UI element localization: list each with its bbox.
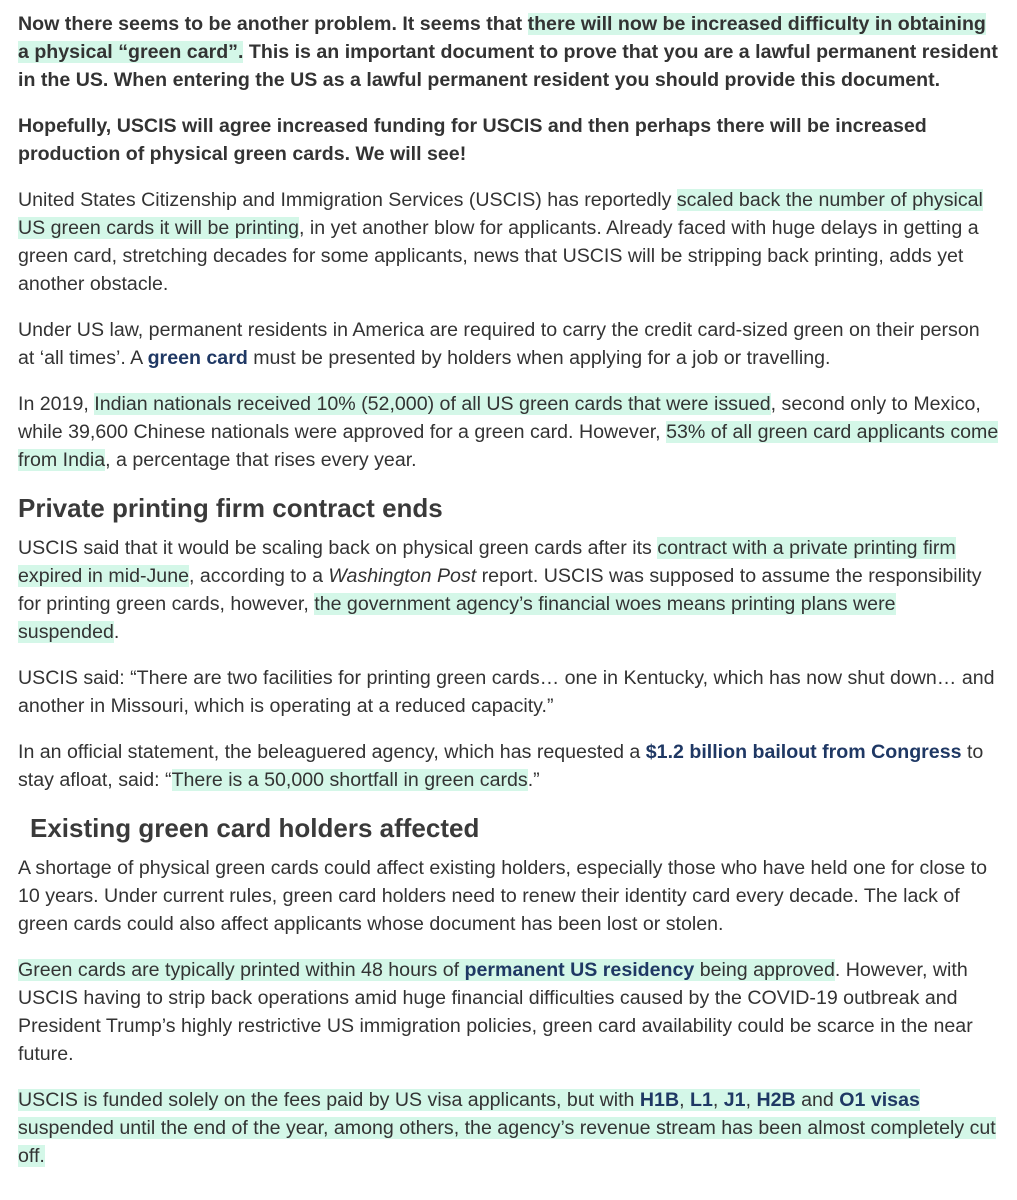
text-segment: to stay afloat, said: “ xyxy=(18,741,984,791)
text-segment: A shortage of physical green cards could affect existing holders, especially those who have held one for close to 10 years. Under current rules, green card holders need to renew their identity card every decade. The lack of green cards could also affect applicants whose document has been lost or stolen. xyxy=(18,857,988,935)
text-segment: Now there seems to be another problem. It seems that xyxy=(18,13,528,35)
hope-paragraph xyxy=(18,112,999,168)
text-segment: being approved xyxy=(694,959,835,981)
uscis-paragraph xyxy=(18,186,999,298)
contract-paragraph xyxy=(18,534,999,646)
text-segment: In an official statement, the beleaguered agency, which has requested a xyxy=(18,741,646,763)
highlighted-text: scaled back the number of physical US green cards it will be printing xyxy=(18,189,983,239)
o1-visas-link[interactable]: O1 visas xyxy=(839,1089,920,1111)
text-segment: , in yet another blow for applicants. Already faced with huge delays in getting a green card, stretching decades for some applicants, news that USCIS will be stripping back printing, adds yet another obstacle. xyxy=(18,217,979,295)
publication-name: Washington Post xyxy=(328,565,477,587)
text-segment: , second only to Mexico, while 39,600 Chinese nationals were approved for a green card. However, xyxy=(18,393,981,443)
statistics-paragraph xyxy=(18,390,999,474)
h2b-link[interactable]: H2B xyxy=(756,1089,796,1111)
funding-paragraph xyxy=(18,1086,999,1170)
text-segment: United States Citizenship and Immigration Services (USCIS) has reportedly xyxy=(18,189,677,211)
text-segment: must be presented by holders when applying for a job or travelling. xyxy=(247,347,831,369)
text-segment: Hopefully, USCIS will agree increased funding for USCIS and then perhaps there will be increased production of physical green cards. We will see! xyxy=(18,115,927,165)
highlighted-text: contract with a private printing firm expired in mid-June xyxy=(18,537,956,587)
text-segment: , xyxy=(745,1089,757,1111)
text-segment: USCIS is funded solely on the fees paid by US visa applicants, but with xyxy=(18,1089,640,1111)
printing-time-paragraph xyxy=(18,956,999,1068)
us-law-paragraph xyxy=(18,316,999,372)
text-segment: and xyxy=(795,1089,840,1111)
text-segment: . However, with USCIS having to strip back operations amid huge financial difficulties caused by the COVID-19 outbreak and President Trump’s highly restrictive US immigration policies, green card availability could be scarce in the near future. xyxy=(18,959,973,1065)
h1b-link[interactable]: H1B xyxy=(639,1089,680,1111)
highlighted-text xyxy=(18,959,835,981)
highlighted-text xyxy=(18,1089,996,1167)
highlighted-text: There is a 50,000 shortfall in green cards xyxy=(171,769,528,791)
text-segment: , according to a xyxy=(189,565,329,587)
statement-paragraph xyxy=(18,738,999,794)
j1-link[interactable]: J1 xyxy=(723,1089,746,1111)
text-segment: , xyxy=(679,1089,690,1111)
intro-paragraph xyxy=(18,10,999,94)
bailout-link[interactable]: $1.2 billion bailout from Congress xyxy=(645,741,962,763)
text-segment: . xyxy=(113,621,120,643)
text-segment: , xyxy=(712,1089,724,1111)
section-heading-printing-contract: Private printing firm contract ends xyxy=(18,493,443,523)
green-card-link[interactable]: green card xyxy=(147,347,248,369)
permanent-residency-link[interactable]: permanent US residency xyxy=(464,959,695,981)
text-segment: .” xyxy=(527,769,540,791)
text-segment: USCIS said: “There are two facilities for printing green cards… one in Kentucky, which has now shut down… and another in Missouri, which is operating at a reduced capacity.” xyxy=(18,667,995,717)
text-segment: Green cards are typically printed within 48 hours of xyxy=(18,959,465,981)
facilities-quote-paragraph xyxy=(18,664,999,720)
text-segment: , a percentage that rises every year. xyxy=(105,449,417,471)
highlighted-text: the government agency’s financial woes means printing plans were suspended xyxy=(18,593,896,643)
highlighted-text: Indian nationals received 10% (52,000) of all US green cards that were issued xyxy=(94,393,771,415)
text-segment: report. USCIS was supposed to assume the responsibility for printing green cards, however, xyxy=(18,565,982,615)
text-segment: This is an important document to prove that you are a lawful permanent resident in the US. When entering the US as a lawful permanent resident you should provide this document. xyxy=(18,41,998,91)
highlighted-text: there will now be increased difficulty in obtaining a physical “green card”. xyxy=(18,13,986,63)
text-segment: USCIS said that it would be scaling back on physical green cards after its xyxy=(18,537,658,559)
text-segment: suspended until the end of the year, among others, the agency’s revenue stream has been almost completely cut off. xyxy=(18,1117,996,1167)
shortage-paragraph xyxy=(18,854,999,938)
section-heading-existing-holders: Existing green card holders affected xyxy=(30,813,480,843)
highlighted-text: 53% of all green card applicants come from India xyxy=(18,421,999,471)
text-segment: In 2019, xyxy=(18,393,95,415)
text-segment: Under US law, permanent residents in America are required to carry the credit card-sized green on their person at ‘all times’. A xyxy=(18,319,980,369)
l1-link[interactable]: L1 xyxy=(690,1089,713,1111)
